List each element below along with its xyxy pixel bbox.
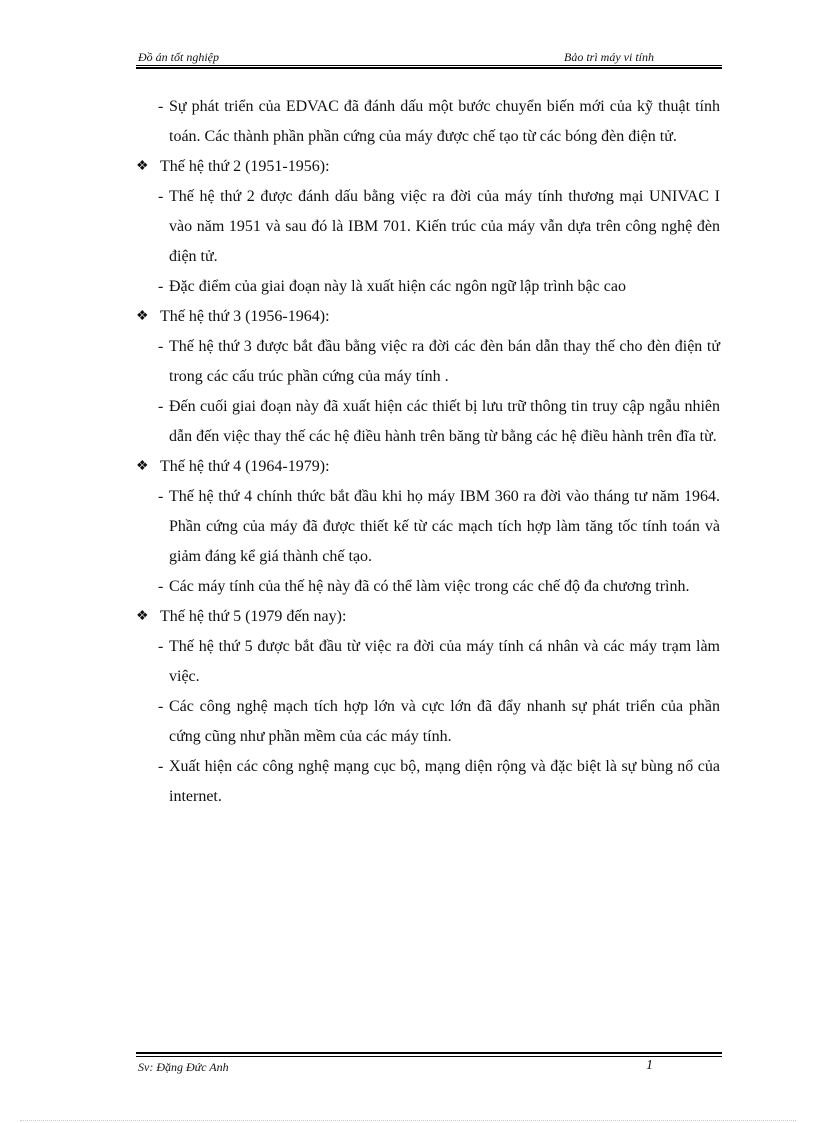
list-item-text: Các máy tính của thế hệ này đã có thể làm việc trong các chế độ đa chương trình. (169, 578, 690, 595)
dash-marker: - (158, 578, 164, 595)
list-item-text: Đến cuối giai đoạn này đã xuất hiện các thiết bị lưu trữ thông tin truy cập ngẫu nhiên dẫn đến việc thay thế các hệ điều hành trên băng từ bằng các hệ điều hành trên đĩa từ. (169, 398, 720, 445)
header-rule (136, 65, 722, 66)
footer-author: Sv: Đặng Đức Anh (138, 1060, 229, 1074)
section-heading-text: Thế hệ thứ 5 (1979 đến nay): (160, 608, 347, 625)
list-item-text: Thế hệ thứ 2 được đánh dấu bằng việc ra đời của máy tính thương mại UNIVAC I vào năm 1951 và sau đó là IBM 701. Kiến trúc của máy vẫn dựa trên công nghệ đèn điện tử. (169, 188, 720, 265)
header-document-title: Đồ án tốt nghiệp (138, 50, 219, 64)
diamond-bullet-icon: ❖ (136, 159, 149, 174)
section-heading-gen4 (136, 452, 720, 482)
dash-marker: - (158, 338, 164, 355)
list-item-text: Thế hệ thứ 4 chính thức bắt đầu khi họ máy IBM 360 ra đời vào tháng tư năm 1964. Phần cứng của máy đã được thiết kế từ các mạch tích hợp làm tăng tốc tính toán và giảm đáng kể giá thành chế tạo. (169, 488, 720, 565)
section-heading-gen3 (136, 302, 720, 332)
section-heading-text: Thế hệ thứ 4 (1964-1979): (160, 458, 330, 475)
list-item-text: Đặc điểm của giai đoạn này là xuất hiện các ngôn ngữ lập trình bậc cao (169, 278, 626, 295)
header-rule-thick (136, 67, 722, 69)
list-item (136, 572, 720, 602)
list-item (136, 482, 720, 572)
list-item-text: Các công nghệ mạch tích hợp lớn và cực lớn đã đẩy nhanh sự phát triển của phần cứng cũng như phần mềm của các máy tính. (169, 698, 720, 745)
list-item-text: Thế hệ thứ 5 được bắt đầu từ việc ra đời của máy tính cá nhân và các máy trạm làm việc. (169, 638, 720, 685)
list-item-text: Thế hệ thứ 3 được bắt đầu bằng việc ra đời các đèn bán dẫn thay thế cho đèn điện tử trong các cấu trúc phần cứng của máy tính . (169, 338, 720, 385)
paragraph-text: Sự phát triển của EDVAC đã đánh dấu một bước chuyển biến mới của kỹ thuật tính toán. Các thành phần phần cứng của máy được chế tạo từ các bóng đèn điện tử. (169, 98, 720, 145)
list-item-text: Xuất hiện các công nghệ mạng cục bộ, mạng diện rộng và đặc biệt là sự bùng nổ của internet. (169, 758, 720, 805)
dash-marker: - (158, 398, 164, 415)
list-item (136, 332, 720, 392)
list-item (136, 182, 720, 272)
dash-marker: - (158, 278, 164, 295)
dash-marker: - (158, 188, 164, 205)
dash-marker: - (158, 758, 164, 775)
page-footer (136, 1060, 722, 1076)
list-item (136, 272, 720, 302)
section-heading-text: Thế hệ thứ 2 (1951-1956): (160, 158, 330, 175)
section-heading-text: Thế hệ thứ 3 (1956-1964): (160, 308, 330, 325)
diamond-bullet-icon: ❖ (136, 459, 149, 474)
section-heading-gen2 (136, 152, 720, 182)
diamond-bullet-icon: ❖ (136, 609, 149, 624)
dash-marker: - (158, 98, 164, 115)
page-edge-divider (20, 1120, 796, 1121)
list-item (136, 692, 720, 752)
diamond-bullet-icon: ❖ (136, 309, 149, 324)
page-header (136, 48, 722, 66)
document-body (136, 92, 720, 812)
header-section-title: Bảo trì máy vi tính (564, 50, 654, 64)
dash-marker: - (158, 698, 164, 715)
list-item (136, 752, 720, 812)
list-item (136, 632, 720, 692)
list-item (136, 392, 720, 452)
footer-rule (136, 1056, 722, 1057)
dash-marker: - (158, 488, 164, 505)
list-item (136, 92, 720, 152)
dash-marker: - (158, 638, 164, 655)
section-heading-gen5 (136, 602, 720, 632)
page-number: 1 (646, 1058, 653, 1073)
footer-rule-thick (136, 1052, 722, 1054)
